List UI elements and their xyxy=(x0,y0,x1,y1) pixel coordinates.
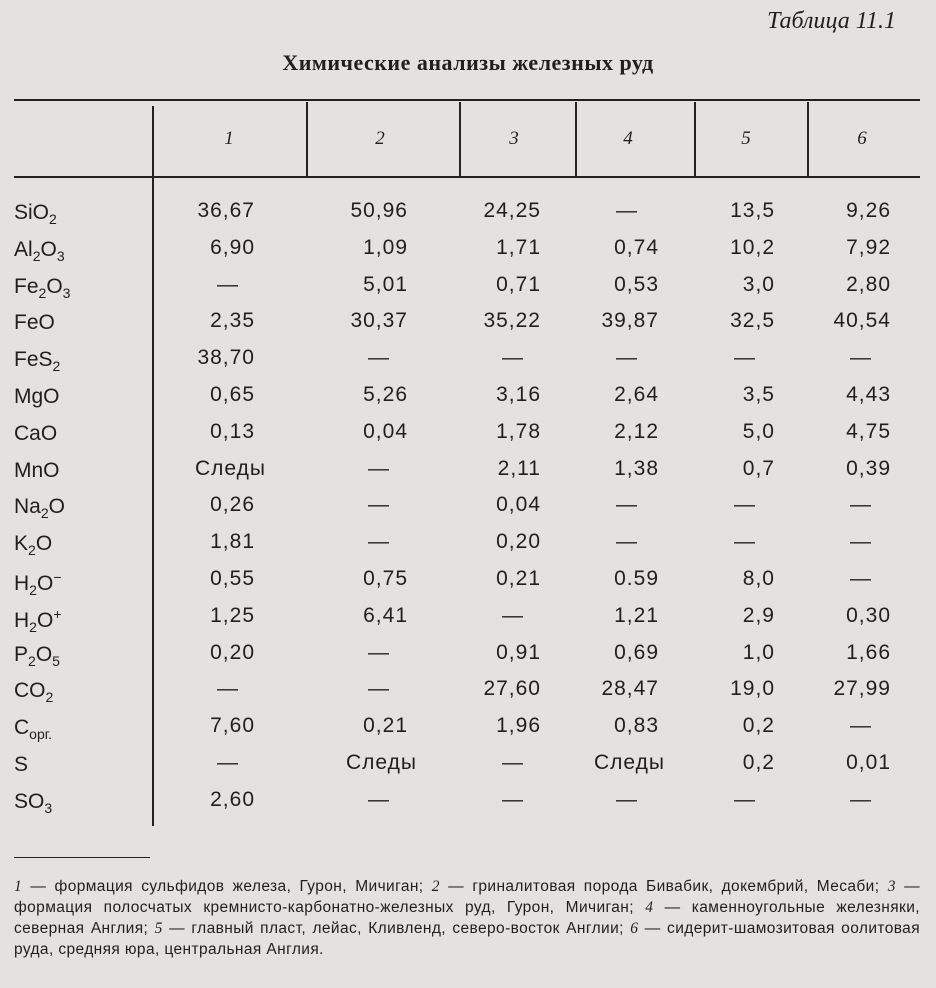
table-cell: 6,41 xyxy=(363,603,408,627)
table-cell: 0,13 xyxy=(210,419,255,443)
table-cell: 0,04 xyxy=(363,419,408,443)
table-cell: 5,0 xyxy=(742,419,775,443)
table-cell: — xyxy=(850,567,872,590)
table-cell: 1,0 xyxy=(742,640,775,664)
table-cell: 0,20 xyxy=(210,640,255,664)
table-cell: — xyxy=(368,456,390,480)
table-cell: 27,99 xyxy=(833,677,891,701)
table-cell: 0,74 xyxy=(614,235,659,259)
table-cell: — xyxy=(616,346,638,370)
table-cell: 0,30 xyxy=(846,603,891,627)
column-header: 1 xyxy=(224,128,234,149)
table-cell: 38,70 xyxy=(197,346,255,370)
table-cell: — xyxy=(850,346,872,370)
table-cell: 0,7 xyxy=(742,456,775,480)
table-cell: 1,96 xyxy=(496,714,541,738)
table-cell: 6,90 xyxy=(210,235,255,259)
row-formula: MgO xyxy=(14,385,60,408)
table-cell: — xyxy=(217,677,239,701)
table-cell: 1,71 xyxy=(496,235,541,259)
table-cell: 40,54 xyxy=(833,309,891,333)
column-divider xyxy=(459,102,461,176)
table-cell: 10,2 xyxy=(730,235,775,259)
table-title: Химические анализы железных руд xyxy=(282,50,654,75)
column-header: 6 xyxy=(857,128,867,149)
table-cell: 39,87 xyxy=(601,309,659,333)
row-formula: $SO_3$ xyxy=(14,789,53,816)
row-formula: S xyxy=(14,753,29,776)
table-cell: 35,22 xyxy=(483,309,541,333)
table-cell: 7,60 xyxy=(210,714,255,738)
table-cell: Следы xyxy=(594,751,665,774)
row-formula: CaO xyxy=(14,421,58,445)
row-formula: $K_2O$ xyxy=(14,532,53,559)
table-cell: — xyxy=(217,272,239,296)
table-cell: 0,75 xyxy=(363,567,408,590)
table-cell: — xyxy=(217,751,239,774)
row-formula: MnO xyxy=(14,458,60,482)
row-formula: FeS$_2$ xyxy=(14,348,61,375)
table-cell: 19,0 xyxy=(730,677,775,701)
table-cell: Следы xyxy=(195,456,266,480)
table-cell: 0,55 xyxy=(210,567,255,590)
table-cell: — xyxy=(368,677,390,701)
table-cell: 13,5 xyxy=(730,199,775,222)
table-cell: 8,0 xyxy=(742,567,775,590)
table-cell: 2,80 xyxy=(846,272,891,296)
column-divider xyxy=(152,106,154,826)
table-cell: — xyxy=(368,346,390,370)
table-cell: 2,12 xyxy=(614,419,659,443)
row-formula: FeO xyxy=(14,311,55,335)
table-cell: — xyxy=(502,346,524,370)
table-cell: — xyxy=(734,787,756,811)
column-header: 4 xyxy=(623,128,633,149)
table-cell: 3,0 xyxy=(742,272,775,296)
table-cell: — xyxy=(368,530,390,554)
table-cell: 0,21 xyxy=(496,567,541,590)
table-cell: — xyxy=(368,787,390,811)
column-divider xyxy=(807,102,809,176)
column-divider xyxy=(575,102,577,176)
table-cell: — xyxy=(368,493,390,517)
table-cell: — xyxy=(502,603,524,627)
table-cell: 1,38 xyxy=(614,456,659,480)
table-cell: — xyxy=(850,787,872,811)
table-cell: — xyxy=(368,640,390,664)
table-cell: 1,09 xyxy=(363,235,408,259)
table-cell: 1,78 xyxy=(496,419,541,443)
table-cell: 4,75 xyxy=(846,419,891,443)
table-cell: 0,53 xyxy=(614,272,659,296)
table-cell: 0,20 xyxy=(496,530,541,554)
table-cell: — xyxy=(850,493,872,517)
table-cell: 50,96 xyxy=(350,199,408,222)
table-cell: 2,35 xyxy=(210,309,255,333)
table-cell: — xyxy=(502,751,524,774)
table-cell: 4,43 xyxy=(846,383,891,406)
row-formula: $Al_2O_3$ xyxy=(14,237,65,264)
table-cell: 5,01 xyxy=(363,272,408,296)
table-cell: 0.59 xyxy=(614,567,659,590)
row-formula: $Na_2O$ xyxy=(14,495,65,522)
table-cell: 2,60 xyxy=(210,787,255,811)
table-cell: 3,5 xyxy=(742,383,775,406)
table-cell: 0,2 xyxy=(742,751,775,774)
table-cell: — xyxy=(734,493,756,517)
table-cell: 9,26 xyxy=(846,199,891,222)
row-formula: $H_2O^+$ xyxy=(14,605,62,635)
column-divider xyxy=(694,102,696,176)
row-formula: $C_{орг.}$ xyxy=(14,716,53,743)
table-cell: 0,26 xyxy=(210,493,255,517)
footnote-rule xyxy=(14,857,150,858)
row-formula: $H_2O^-$ xyxy=(14,569,62,599)
table-cell: 0,21 xyxy=(363,714,408,738)
table-label: Таблица 11.1 xyxy=(767,8,896,34)
table-cell: — xyxy=(502,787,524,811)
table-cell: — xyxy=(850,530,872,554)
table-cell: 2,64 xyxy=(614,383,659,406)
table-cell: 2,9 xyxy=(742,603,775,627)
table-cell: 0,39 xyxy=(846,456,891,480)
table-cell: 32,5 xyxy=(730,309,775,333)
table-cell: 1,66 xyxy=(846,640,891,664)
table-cell: — xyxy=(616,787,638,811)
column-header: 3 xyxy=(509,128,519,149)
table-cell: 24,25 xyxy=(483,199,541,222)
footnote: 1 — формация сульфидов железа, Гурон, Мичиган; 2 — гриналитовая порода Бивабик, докембрий, Месаби; 3 — формация полосчатых кремнисто-карбонатно-железных руд, Гурон, Мичиган; 4 — каменноугольные железняки, северная Англия; 5 — главный пласт, лейас, Кливленд, северо-восток Англии; 6 — сидерит-шамозитовая оолитовая руда, средняя юра, центральная Англия. xyxy=(14,878,920,958)
table-cell: Следы xyxy=(346,751,417,774)
table-cell: — xyxy=(616,493,638,517)
table-cell: — xyxy=(850,714,872,738)
table-cell: — xyxy=(734,530,756,554)
table-cell: — xyxy=(616,530,638,554)
table-cell: 0,71 xyxy=(496,272,541,296)
table-cell: 30,37 xyxy=(350,309,408,333)
column-header: 2 xyxy=(375,128,385,149)
table-cell: 0,01 xyxy=(846,751,891,774)
table-cell: 0,65 xyxy=(210,383,255,406)
row-formula: $P_2O_5$ xyxy=(14,642,60,669)
table-cell: 1,25 xyxy=(210,603,255,627)
table-cell: 0,2 xyxy=(742,714,775,738)
row-formula: $CO_2$ xyxy=(14,679,54,706)
table-cell: 0,91 xyxy=(496,640,541,664)
header-rule xyxy=(14,176,920,178)
row-formula: SiO$_2$ xyxy=(14,201,57,228)
table-cell: 27,60 xyxy=(483,677,541,701)
table-cell: 36,67 xyxy=(197,199,255,222)
table-cell: 0,04 xyxy=(496,493,541,517)
table-cell: 7,92 xyxy=(846,235,891,259)
table-cell: — xyxy=(734,346,756,370)
table-cell: 0,69 xyxy=(614,640,659,664)
table-cell: 0,83 xyxy=(614,714,659,738)
table-cell: 3,16 xyxy=(496,383,541,406)
table-cell: 5,26 xyxy=(363,383,408,406)
top-rule xyxy=(14,99,920,101)
table-cell: 28,47 xyxy=(601,677,659,701)
table-cell: — xyxy=(616,199,638,222)
row-formula: $Fe_2O_3$ xyxy=(14,274,71,301)
column-header: 5 xyxy=(741,128,751,149)
column-divider xyxy=(306,102,308,176)
table-cell: 2,11 xyxy=(497,456,541,480)
table-cell: 1,81 xyxy=(210,530,255,554)
table-cell: 1,21 xyxy=(614,603,659,627)
